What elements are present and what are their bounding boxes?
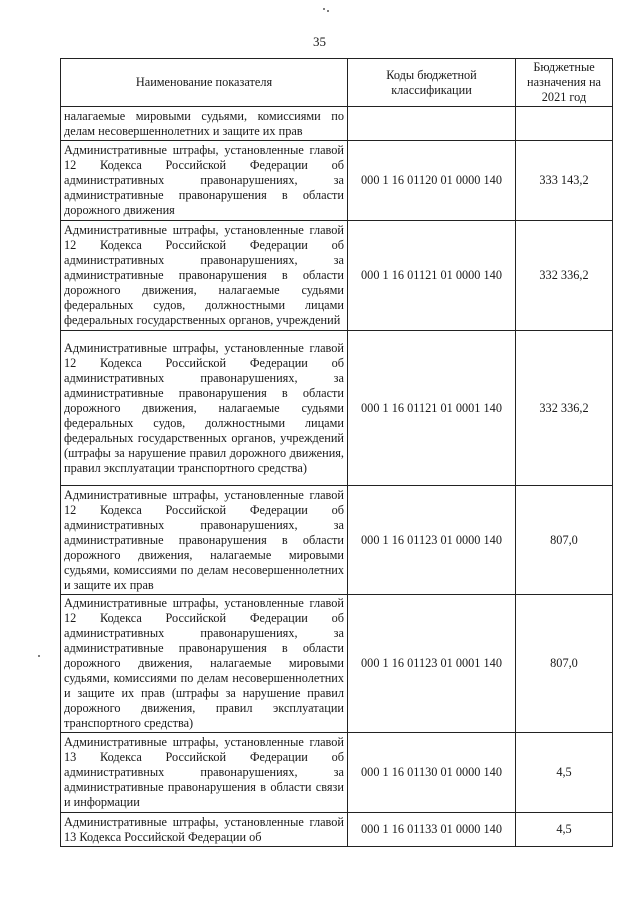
row-name: Административные штрафы, установленные главой 12 Кодекса Российской Федерации об административных правонарушениях, за административные правонарушения в области дорожного движения xyxy=(61,141,348,221)
row-amount: 333 143,2 xyxy=(516,141,613,221)
row-name: Административные штрафы, установленные главой 12 Кодекса Российской Федерации об административных правонарушениях, за административные правонарушения в области дорожного движения, налагаемые мировыми судьями, комиссиями по делам несовершеннолетних и защите их прав (штрафы за нарушение правил дорожного движения, правил эксплуатации транспортного средства) xyxy=(61,595,348,733)
table-row xyxy=(61,141,613,221)
scan-speck xyxy=(323,8,325,10)
table-row xyxy=(61,331,613,486)
row-name: Административные штрафы, установленные главой 13 Кодекса Российской Федерации об административных правонарушениях, за административные правонарушения в области связи и информации xyxy=(61,733,348,813)
scan-speck xyxy=(38,655,40,657)
table-row xyxy=(61,107,613,141)
row-code: 000 1 16 01123 01 0001 140 xyxy=(348,595,516,733)
row-name: Административные штрафы, установленные главой 13 Кодекса Российской Федерации об xyxy=(61,813,348,847)
table-header-row xyxy=(61,59,613,107)
scan-speck xyxy=(327,10,329,12)
row-amount: 332 336,2 xyxy=(516,331,613,486)
row-name: налагаемые мировыми судьями, комиссиями по делам несовершеннолетних и защите их прав xyxy=(61,107,348,141)
row-code: 000 1 16 01121 01 0001 140 xyxy=(348,331,516,486)
row-name: Административные штрафы, установленные главой 12 Кодекса Российской Федерации об административных правонарушениях, за административные правонарушения в области дорожного движения, налагаемые судьями федеральных судов, должностными лицами федеральных государственных органов, учреждений (штрафы за нарушение правил дорожного движения, правил эксплуатации транспортного средства) xyxy=(61,331,348,486)
row-amount: 332 336,2 xyxy=(516,221,613,331)
budget-table xyxy=(60,58,613,847)
header-indicator-name: Наименование показателя xyxy=(61,59,348,107)
table-row xyxy=(61,221,613,331)
row-amount: 807,0 xyxy=(516,486,613,595)
row-amount: 4,5 xyxy=(516,813,613,847)
row-code: 000 1 16 01133 01 0000 140 xyxy=(348,813,516,847)
page-number: 35 xyxy=(313,34,326,49)
table-row xyxy=(61,595,613,733)
header-budget-amount: Бюджетные назначения на 2021 год xyxy=(516,59,613,107)
row-code: 000 1 16 01123 01 0000 140 xyxy=(348,486,516,595)
row-code xyxy=(348,107,516,141)
row-code: 000 1 16 01130 01 0000 140 xyxy=(348,733,516,813)
row-amount: 807,0 xyxy=(516,595,613,733)
row-code: 000 1 16 01120 01 0000 140 xyxy=(348,141,516,221)
row-amount: 4,5 xyxy=(516,733,613,813)
table-row xyxy=(61,813,613,847)
row-name: Административные штрафы, установленные главой 12 Кодекса Российской Федерации об административных правонарушениях, за административные правонарушения в области дорожного движения, налагаемые мировыми судьями, комиссиями по делам несовершеннолетних и защите их прав xyxy=(61,486,348,595)
table-row xyxy=(61,733,613,813)
row-name: Административные штрафы, установленные главой 12 Кодекса Российской Федерации об административных правонарушениях, за административные правонарушения в области дорожного движения, налагаемые судьями федеральных судов, должностными лицами федеральных государственных органов, учреждений xyxy=(61,221,348,331)
header-budget-code: Коды бюджетной классификации xyxy=(348,59,516,107)
table-row xyxy=(61,486,613,595)
row-code: 000 1 16 01121 01 0000 140 xyxy=(348,221,516,331)
row-amount xyxy=(516,107,613,141)
